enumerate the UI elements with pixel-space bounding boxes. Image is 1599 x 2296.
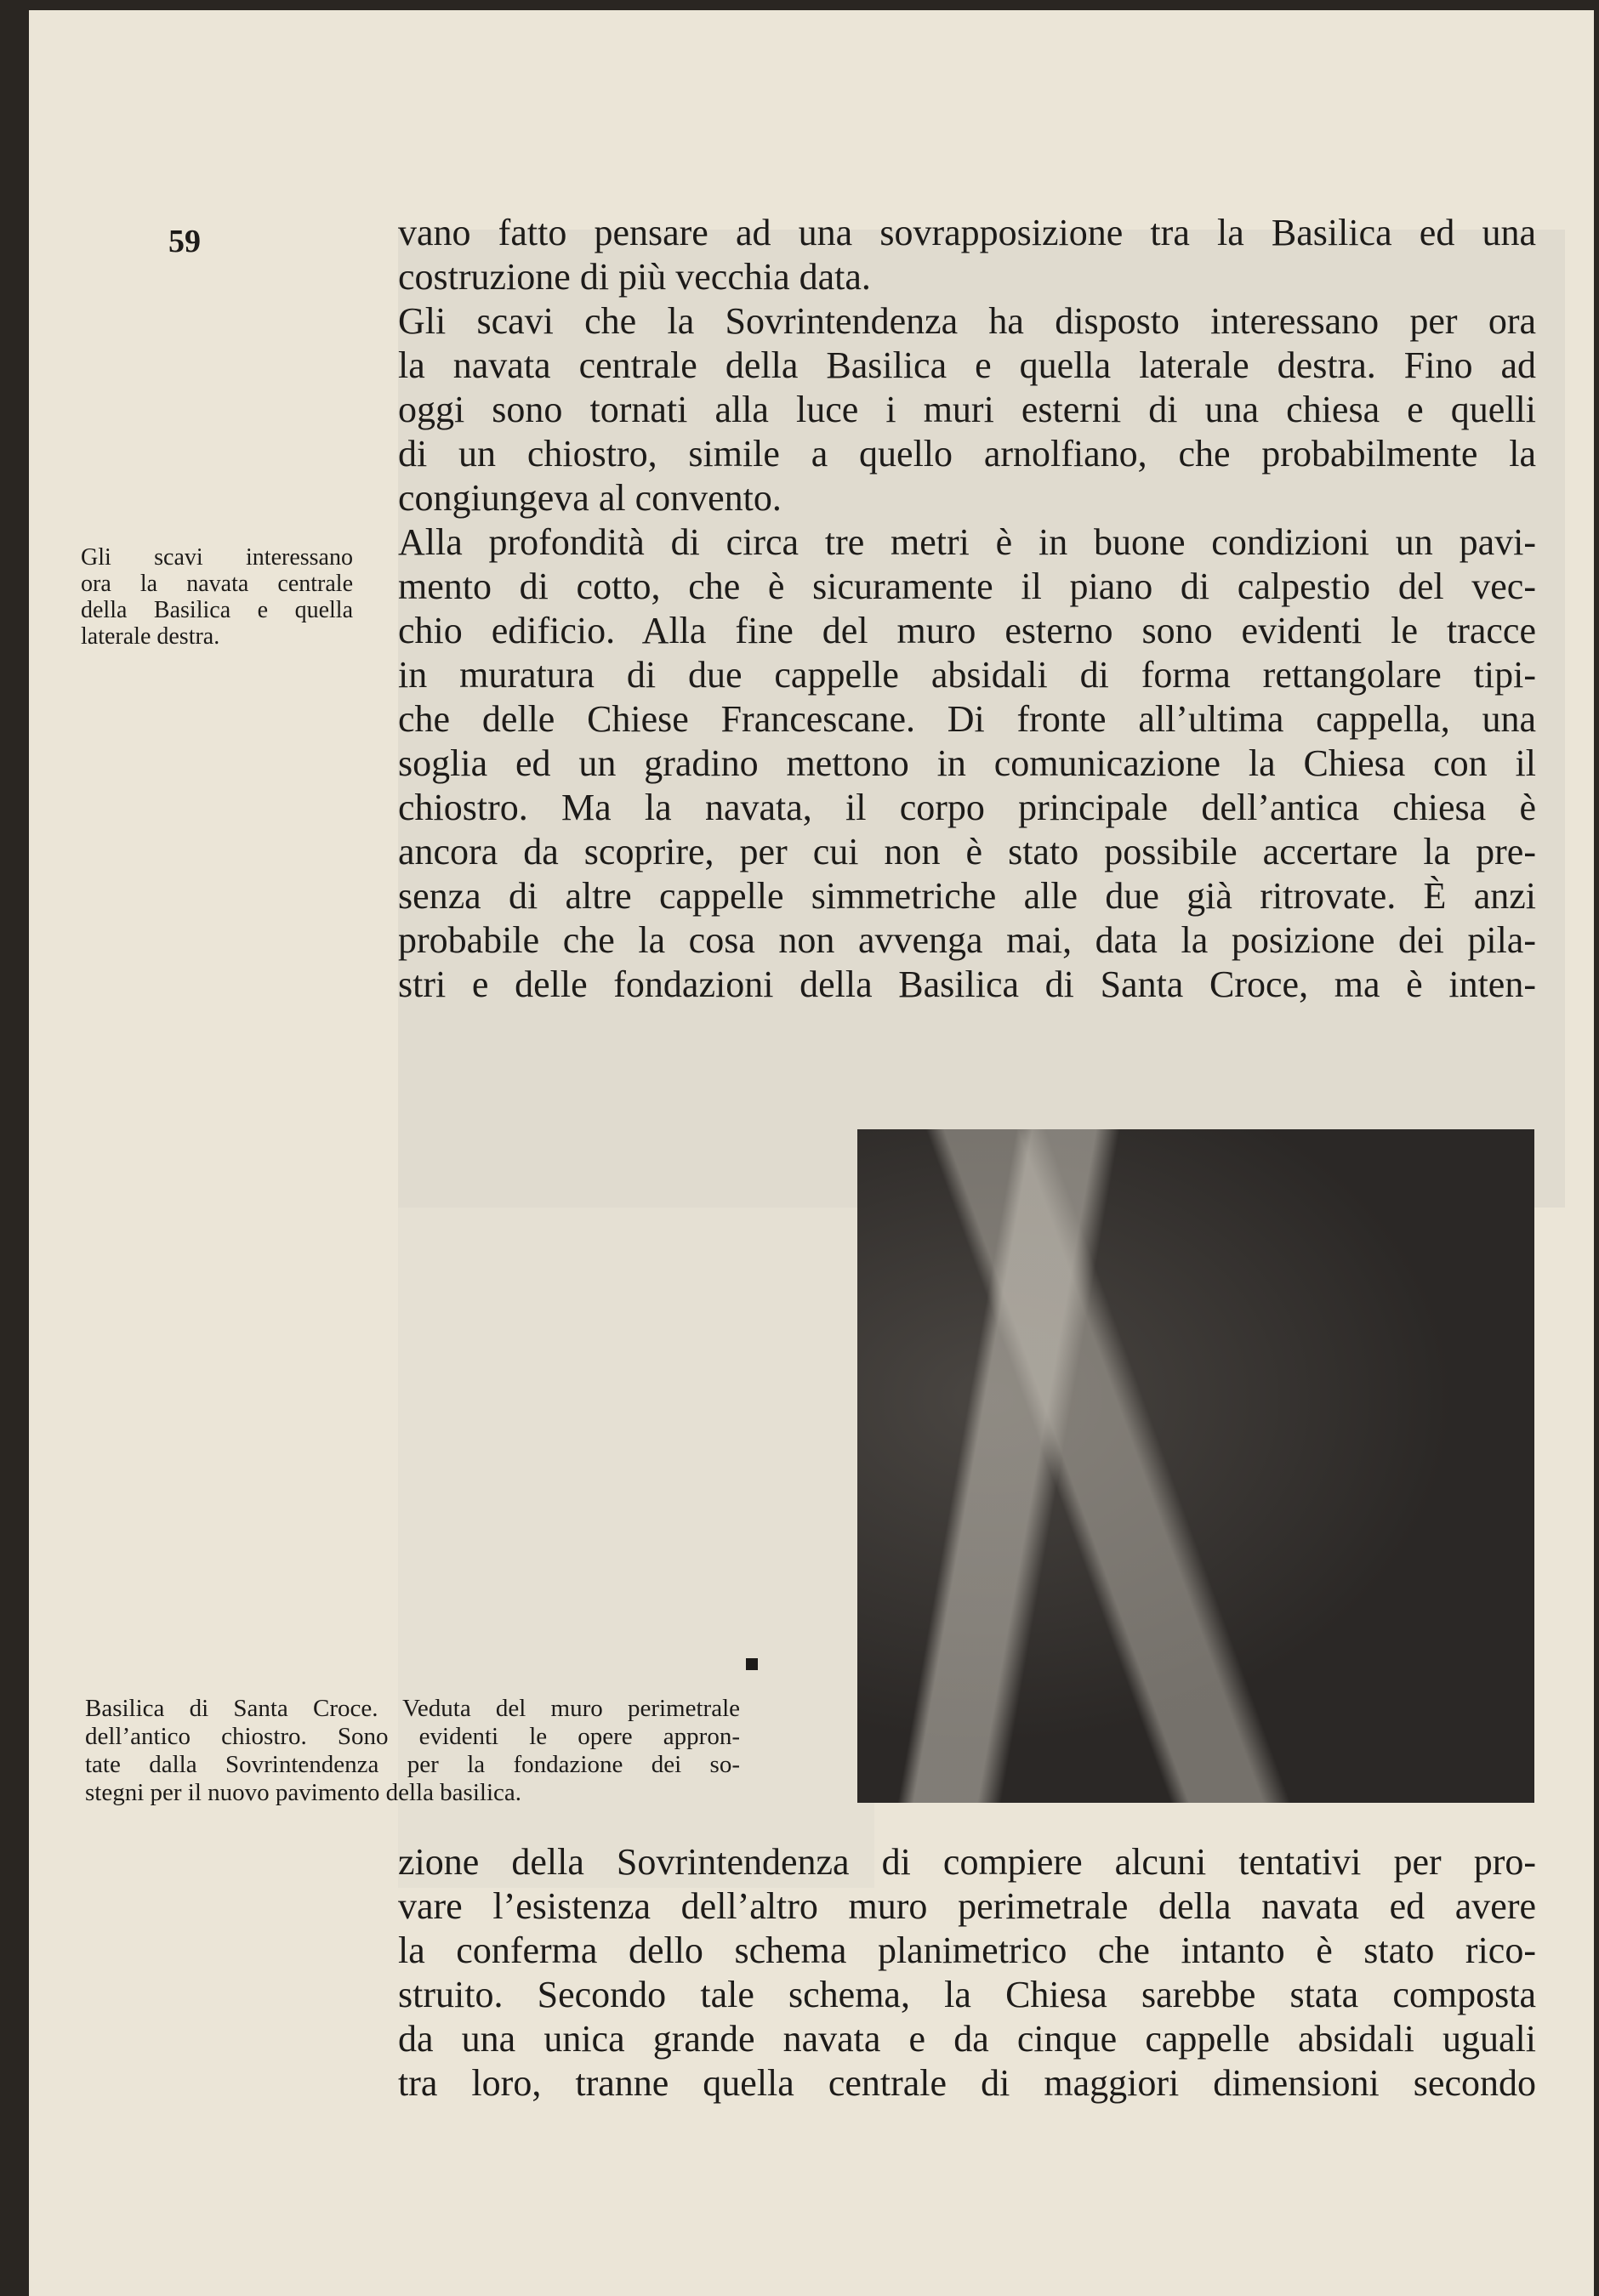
caption-line: dell’antico chiostro. Sono evidenti le opere appron- [85, 1723, 740, 1750]
text-line: che delle Chiese Francescane. Di fronte all’ultima cappella, una [398, 698, 1536, 740]
text-line: zione della Sovrintendenza di compiere alcuni tentativi per pro- [398, 1841, 1536, 1883]
side-note [81, 544, 353, 650]
text-line: da una unica grande navata e da cinque cappelle absidali uguali [398, 2018, 1536, 2060]
side-note-line: Gli scavi interessano [81, 544, 353, 571]
text-line: struito. Secondo tale schema, la Chiesa sarebbe stata composta [398, 1974, 1536, 2015]
text-line: chio edificio. Alla fine del muro esterno sono evidenti le tracce [398, 610, 1536, 651]
text-line: vare l’esistenza dell’altro muro perimetrale della navata ed avere [398, 1885, 1536, 1927]
text-line: chiostro. Ma la navata, il corpo principale dell’antica chiesa è [398, 787, 1536, 828]
text-line: Gli scavi che la Sovrintendenza ha disposto interessano per ora [398, 300, 1536, 342]
text-line: costruzione di più vecchia data. [398, 256, 871, 298]
side-note-line: laterale destra. [81, 623, 220, 650]
text-line: probabile che la cosa non avvenga mai, data la posizione dei pila- [398, 919, 1536, 961]
text-line: oggi sono tornati alla luce i muri esterni di una chiesa e quelli [398, 389, 1536, 430]
text-line: stri e delle fondazioni della Basilica di Santa Croce, ma è inten- [398, 963, 1536, 1005]
caption-line: stegni per il nuovo pavimento della basilica. [85, 1779, 522, 1806]
caption-line: Basilica di Santa Croce. Veduta del muro perimetrale [85, 1695, 740, 1722]
main-text-top [398, 211, 1536, 1007]
excavation-photo [857, 1129, 1534, 1803]
main-text-bottom [398, 1840, 1536, 2106]
photo-caption [85, 1695, 740, 1807]
caption-line: tate dalla Sovrintendenza per la fondazione dei so- [85, 1751, 740, 1778]
text-line: in muratura di due cappelle absidali di forma rettangolare tipi- [398, 654, 1536, 696]
text-line: ancora da scoprire, per cui non è stato possibile accertare la pre- [398, 831, 1536, 872]
caption-marker-square [746, 1658, 758, 1670]
side-note-line: della Basilica e quella [81, 597, 353, 623]
text-line: soglia ed un gradino mettono in comunicazione la Chiesa con il [398, 742, 1536, 784]
text-line: Alla profondità di circa tre metri è in buone condizioni un pavi- [398, 521, 1536, 563]
side-note-line: ora la navata centrale [81, 571, 353, 597]
page-number: 59 [168, 224, 201, 259]
text-line: di un chiostro, simile a quello arnolfiano, che probabilmente la [398, 433, 1536, 475]
text-line: mento di cotto, che è sicuramente il piano di calpestio del vec- [398, 565, 1536, 607]
text-line: congiungeva al convento. [398, 477, 782, 519]
text-line: vano fatto pensare ad una sovrapposizione tra la Basilica ed una [398, 212, 1536, 253]
text-line: la conferma dello schema planimetrico che intanto è stato rico- [398, 1929, 1536, 1971]
text-line: senza di altre cappelle simmetriche alle due già ritrovate. È anzi [398, 875, 1536, 917]
text-line: tra loro, tranne quella centrale di maggiori dimensioni secondo [398, 2062, 1536, 2104]
text-line: la navata centrale della Basilica e quella laterale destra. Fino ad [398, 344, 1536, 386]
